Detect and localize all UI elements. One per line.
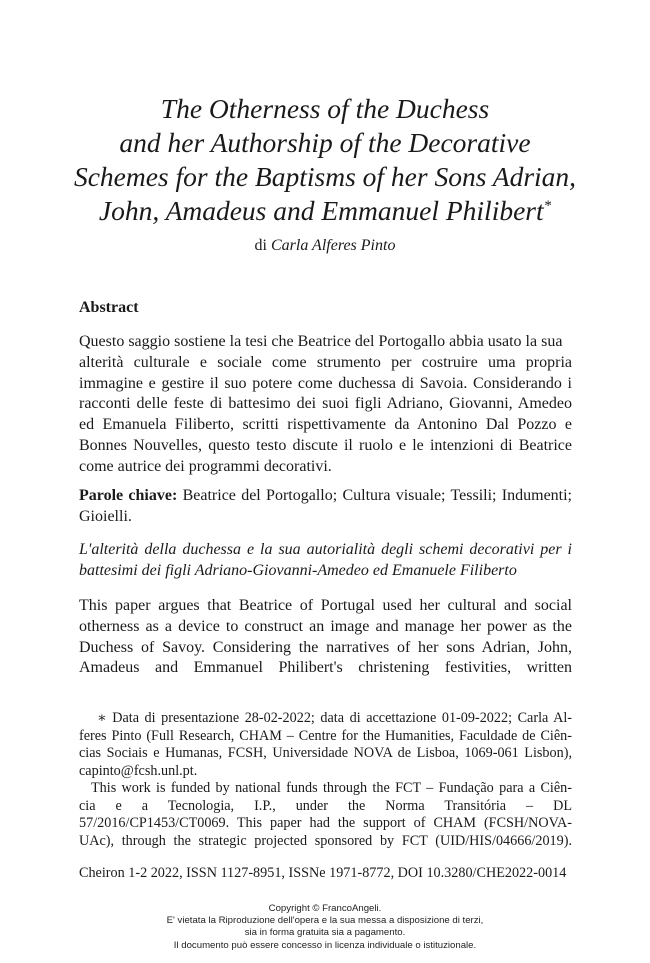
footnote-submission — [79, 710, 572, 780]
keywords-line: Gioielli. — [79, 507, 132, 525]
copyright-line: E' vietata la Riproduzione dell'opera e la sua messa a disposizione di terzi, — [166, 915, 484, 927]
title-line: The Otherness of the Duchess — [160, 93, 490, 124]
author-name: Carla Alferes Pinto — [271, 237, 396, 254]
footnote-line: capinto@fcsh.unl.pt. — [79, 762, 198, 779]
abstract-english-line: This paper argues that Beatrice of Portugal used her cultural and social — [79, 597, 572, 614]
title-line — [60, 194, 590, 228]
footnote-line: cia e a Tecnologia, I.P., under the Norma Transitória – DL — [79, 797, 572, 814]
abstract-italian-line: immagine e gestire il suo potere come duchessa di Savoia. Considerando i — [79, 374, 572, 392]
abstract-italian — [79, 332, 572, 478]
journal-citation: Cheiron 1-2 2022, ISSN 1127-8951, ISSNe 1971-8772, DOI 10.3280/CHE2022-0014 — [79, 865, 567, 881]
footnote-funding — [79, 780, 572, 850]
footnote-line: This work is funded by national funds through the FCT – Fundação para a Ciên- — [91, 780, 572, 796]
copyright-line: Copyright © FrancoAngeli. — [268, 903, 382, 914]
footnote-line: ∗ Data di presentazione 28-02-2022; data di accettazione 01-09-2022; Carla Al- — [97, 710, 572, 726]
italian-title-line: L'alterità della duchessa e la sua autorialità degli schemi decorativi per i — [79, 541, 572, 558]
title-line: and her Authorship of the Decorative — [119, 127, 531, 158]
copyright-line: Il documento può essere concesso in licenza individuale o istituzionale. — [173, 939, 477, 951]
italian-title-line: battesimi dei figli Adriano-Giovanni-Amedeo ed Emanuele Filiberto — [79, 561, 517, 579]
byline-prefix: di — [254, 237, 267, 254]
abstract-english-line: Duchess of Savoy. Considering the narratives of her sons Adrian, John, — [79, 638, 572, 656]
abstract-english-line: otherness as a device to construct an image and manage her power as the — [79, 617, 572, 635]
abstract-english — [79, 596, 572, 679]
keywords-label: Parole chiave: — [79, 487, 178, 504]
title-line: Schemes for the Baptisms of her Sons Adrian, — [73, 161, 577, 192]
copyright-notice — [100, 903, 550, 952]
abstract-italian-line: racconti delle feste di battesimo dei suoi figli Adriano, Giovanni, Amedeo — [79, 395, 572, 413]
keywords-text: Beatrice del Portogallo; Cultura visuale; Tessili; Indumenti; — [182, 487, 573, 504]
byline — [60, 236, 590, 256]
copyright-line: sia in forma gratuita sia a pagamento. — [244, 927, 406, 939]
abstract-italian-line: alterità culturale e sociale come strumento per costruire uma propria — [79, 353, 572, 371]
italian-title — [79, 540, 572, 582]
article-title — [60, 92, 590, 228]
abstract-heading: Abstract — [79, 299, 139, 316]
abstract-italian-line: come autrice dei programmi decorativi. — [79, 457, 332, 475]
footnote-line: 57/2016/CP1453/CT0069. This paper had the support of CHAM (FCSH/NOVA- — [79, 815, 572, 832]
abstract-english-line: Amadeus and Emmanuel Philibert's christening festivities, written — [79, 659, 572, 677]
abstract-italian-line: Bonnes Nouvelles, questo testo discute il ruolo e le intenzioni di Beatrice — [79, 436, 572, 454]
footnote-line: feres Pinto (Full Research, CHAM – Centre for the Humanities, Faculdade de Ciên- — [79, 727, 572, 744]
abstract-italian-line: Questo saggio sostiene la tesi che Beatrice del Portogallo abbia usato la sua — [79, 333, 563, 350]
abstract-italian-line: ed Emanuela Filiberto, scritti rispettivamente da Antonino Dal Pozzo e — [79, 416, 572, 434]
footnote-line: UAc), through the strategic projected sponsored by FCT (UID/HIS/04666/2019). — [79, 832, 572, 849]
footnote-line: cias Sociais e Humanas, FCSH, Universidade NOVA de Lisboa, 1069-061 Lisbon), — [79, 745, 572, 762]
keywords — [79, 486, 572, 528]
title-line-text: John, Amadeus and Emmanuel Philibert — [98, 195, 544, 226]
title-footnote-marker: * — [543, 197, 552, 214]
keywords-line — [79, 486, 572, 507]
